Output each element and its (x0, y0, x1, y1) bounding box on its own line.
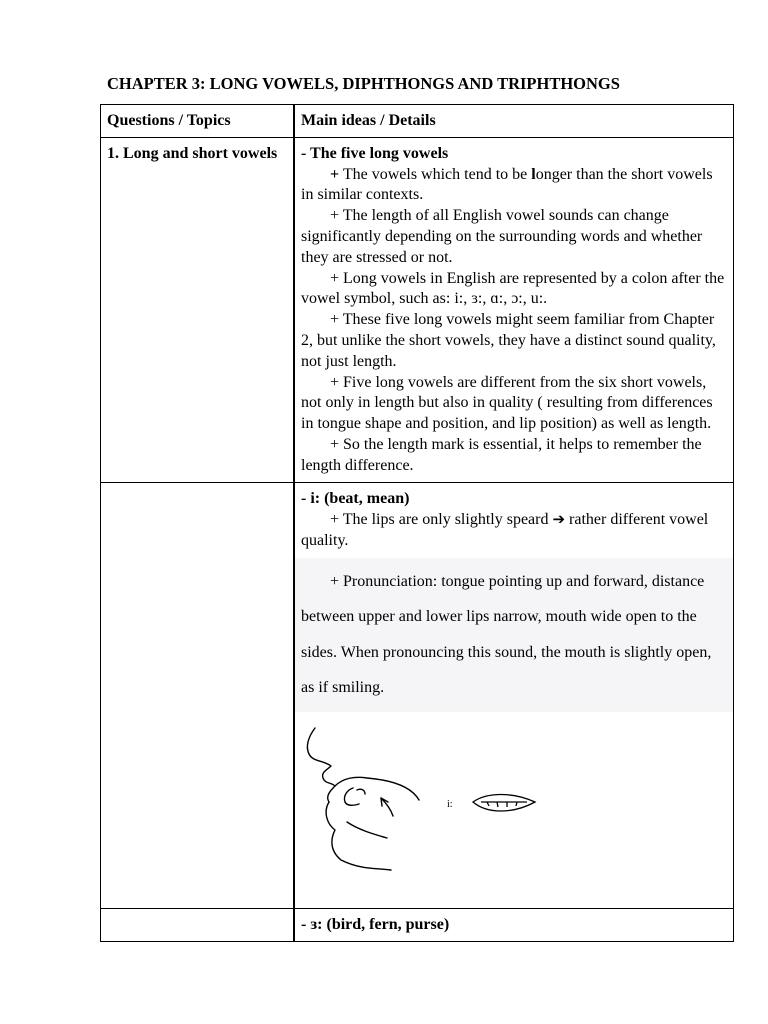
mouth-diagram (301, 716, 727, 903)
detail-paragraph: + So the length mark is essential, it helps to remember the length difference. (301, 435, 702, 474)
notes-table (100, 104, 734, 942)
detail-paragraph: + Long vowels in English are represented by a colon after the vowel symbol, such as: i:, ɜ:, ɑ:, ɔ:, u:. (301, 269, 725, 308)
topic-long-short-vowels: 1. Long and short vowels (107, 144, 278, 162)
section-heading: - The five long vowels (301, 144, 449, 162)
mouth-profile-illustration (301, 726, 561, 886)
section-heading: - i: (beat, mean) (301, 489, 410, 507)
table-header-row (101, 105, 734, 138)
arrow-right-icon: ➔ (552, 510, 566, 529)
table-row (101, 908, 734, 941)
header-main-ideas: Main ideas / Details (294, 105, 734, 138)
section-heading: - ɜ: (bird, fern, purse) (301, 915, 450, 933)
details-cell (294, 137, 734, 482)
detail-paragraph: + The vowels which tend to be longer than the short vowels in similar contexts. (301, 165, 713, 204)
detail-paragraph: + The length of all English vowel sounds can change significantly depending on the surrounding words and whether they are stressed or not. (301, 207, 703, 266)
topic-cell (101, 482, 295, 908)
table-row (101, 137, 734, 482)
details-cell (294, 482, 734, 908)
figure-symbol: i: (447, 798, 453, 810)
page-title: CHAPTER 3: LONG VOWELS, DIPHTHONGS AND TRIPHTHONGS (107, 74, 620, 93)
detail-paragraph: + Five long vowels are different from the six short vowels, not only in length but also in quality ( resulting from differences in tongue shape and position, and lip position) as well as length. (301, 373, 713, 433)
detail-paragraph: + The lips are only slightly speard ➔ rather different vowel quality. (301, 510, 709, 550)
detail-paragraph: + These five long vowels might seem familiar from Chapter 2, but unlike the short vowels, they have a distinct sound quality, not just length. (301, 311, 716, 370)
header-questions-topics: Questions / Topics (101, 105, 295, 138)
details-cell (294, 908, 734, 941)
table-row (101, 482, 734, 908)
topic-cell (101, 137, 295, 482)
pronunciation-paragraph: + Pronunciation: tongue pointing up and forward, distance between upper and lower lips narrow, mouth wide open to the sides. When pronouncing this sound, the mouth is slightly open, as if smiling. (295, 558, 733, 712)
topic-cell (101, 908, 295, 941)
